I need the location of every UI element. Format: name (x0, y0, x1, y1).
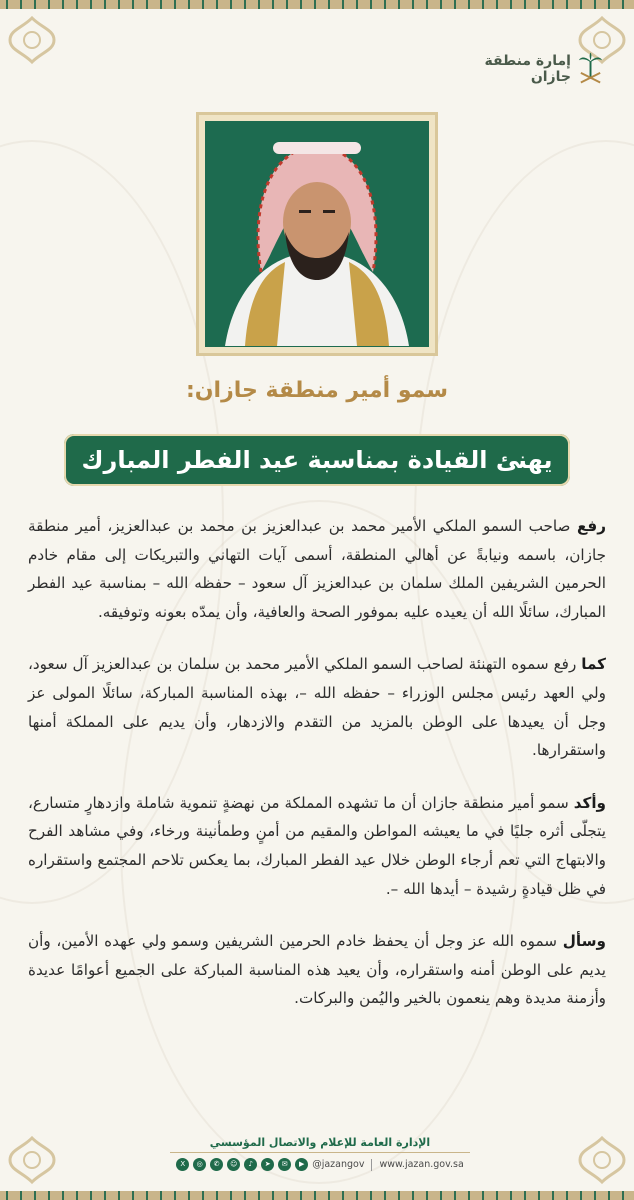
portrait-frame (196, 112, 438, 356)
palm-swords-emblem-icon (577, 51, 604, 87)
footer (170, 1136, 470, 1171)
paragraph-lead: وسأل (562, 932, 606, 951)
social-handle[interactable]: @jazangov (312, 1159, 365, 1170)
top-border (0, 0, 634, 9)
corner-ornament (572, 1130, 632, 1190)
page-title: سمو أمير منطقة جازان: (185, 378, 449, 403)
youtube-icon[interactable]: ▶ (295, 1158, 308, 1171)
paragraph (28, 650, 606, 764)
paragraph-text: صاحب السمو الملكي الأمير محمد بن عبدالعزيز بن محمد بن عبدالعزيز، أمير منطقة جازان، باسمه ونيابةً عن أهالي المنطقة، أسمى آيات التهاني والتبريكات إلى مقام خادم الحرمين الشريفين الملك سلمان بن عبدالعزيز آل سعود – حفظه الله – بمناسبة عيد الفطر المبارك، سائلًا الله أن يعيده عليه بموفور الصحة والعافية، وأن يمدّه بعونه وتوفيقه. (28, 517, 606, 621)
tiktok-icon[interactable]: ♪ (244, 1158, 257, 1171)
paragraph (28, 512, 606, 626)
paragraph-text: سمو أمير منطقة جازان أن ما تشهده المملكة من نهضةٍ تنموية شاملة وازدهارٍ متسارع، يتجلّى أثره جليًا في ما يعيشه المواطن والمقيم من أمنٍ وطمأنينة ورخاء، وفي مشاهد الفرح والابتهاج التي تعم أرجاء الوطن خلال عيد الفطر المبارك، بما يعكس تلاحم المجتمع واستقراره في ظل قيادةٍ رشيدة – أيدها الله –. (28, 793, 606, 898)
article-body (28, 512, 606, 1037)
paragraph-text: رفع سموه التهنئة لصاحب السمو الملكي الأمير محمد بن سلمان بن عبدالعزيز آل سعود، ولي العهد رئيس مجلس الوزراء – حفظه الله –، بهذه المناسبة المباركة، سائلًا المولى عز وجل أن يعيدها على الوطن بالمزيد من التقدم والازدهار، وأن يديم على المملكة أمنها واستقرارها. (28, 655, 606, 760)
paragraph-text: سموه الله عز وجل أن يحفظ خادم الحرمين الشريفين وسمو ولي عهده الأمين، وأن يديم على الوطن أمنه واستقراره، وأن يعيد هذه المناسبة المباركة على الجميع أعوامًا عديدة وأزمنة مديدة وهم ينعمون بالخير واليُمن والبركات. (28, 932, 606, 1008)
whatsapp-icon[interactable]: ✆ (210, 1158, 223, 1171)
paragraph (28, 927, 606, 1013)
paragraph-lead: كما (581, 655, 606, 674)
x-icon[interactable]: X (176, 1158, 189, 1171)
corner-ornament (2, 1130, 62, 1190)
paragraph-lead: وأكد (573, 793, 606, 812)
headline-banner: يهنئ القيادة بمناسبة عيد الفطر المبارك (64, 434, 570, 486)
portrait-photo (205, 121, 429, 347)
website-link[interactable]: www.jazan.gov.sa (379, 1159, 464, 1170)
instagram-icon[interactable]: ◎ (193, 1158, 206, 1171)
logo-text: إمارة منطقة جازان (484, 53, 571, 85)
contact-row (170, 1158, 470, 1171)
paragraph (28, 789, 606, 903)
bottom-border (0, 1191, 634, 1200)
snapchat-icon[interactable]: ☺ (227, 1158, 240, 1171)
telegram-icon[interactable]: ➤ (261, 1158, 274, 1171)
divider (371, 1159, 372, 1171)
paragraph-lead: رفع (576, 517, 606, 535)
email-icon[interactable]: ✉ (278, 1158, 291, 1171)
corner-ornament (2, 10, 62, 70)
emirate-logo (444, 46, 604, 92)
department-name: الإدارة العامة للإعلام والاتصال المؤسسي (170, 1136, 470, 1153)
